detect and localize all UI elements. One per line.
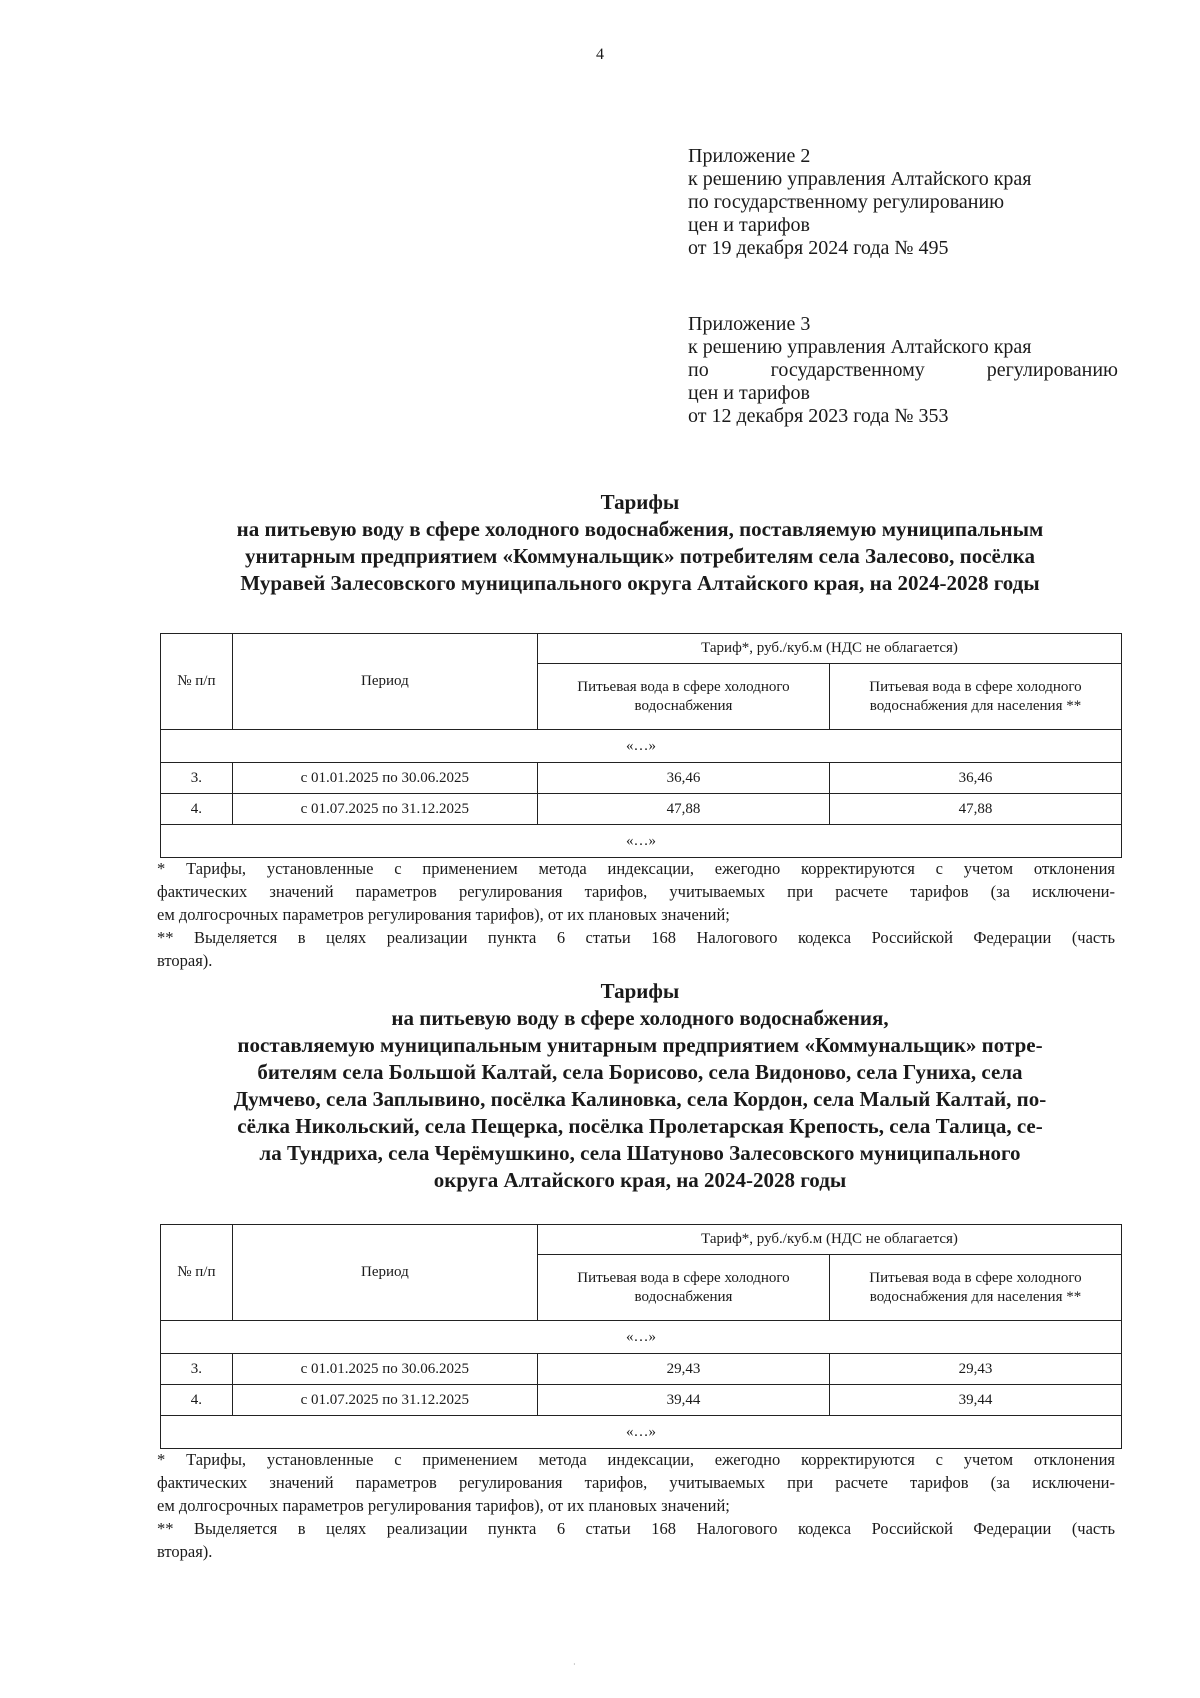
header-num: № п/п bbox=[161, 634, 233, 730]
scan-mark: · bbox=[573, 1660, 576, 1669]
cell-tariff-a: 47,88 bbox=[538, 794, 830, 825]
section-2-title bbox=[150, 978, 1130, 1194]
footnote-line: вторая). bbox=[157, 1542, 213, 1561]
appendix-word: государственному bbox=[770, 359, 925, 381]
cell-tariff-b: 36,46 bbox=[829, 763, 1121, 794]
title-line: бителям села Большой Калтай, села Борисово, села Видоново, села Гуниха, села bbox=[257, 1060, 1023, 1084]
header-tariff: Тариф*, руб./куб.м (НДС не облагается) bbox=[538, 634, 1122, 664]
cell-tariff-b: 29,43 bbox=[829, 1354, 1121, 1385]
footnote-line: * Тарифы, установленные с применением метода индексации, ежегодно корректируются с учетом отклонения bbox=[157, 859, 1115, 878]
page-number: 4 bbox=[596, 46, 604, 63]
section-1-title bbox=[150, 489, 1130, 597]
ellipsis-row: «…» bbox=[161, 825, 1122, 858]
appendix-line: по государственному регулированию bbox=[688, 191, 1005, 213]
footnote-line: ** Выделяется в целях реализации пункта 6 статьи 168 Налогового кодекса Российской Федерации (часть bbox=[157, 928, 1115, 947]
title-line: унитарным предприятием «Коммунальщик» потребителям села Залесово, посёлка bbox=[245, 544, 1035, 568]
cell-tariff-a: 36,46 bbox=[538, 763, 830, 794]
appendix-line: цен и тарифов bbox=[688, 214, 810, 236]
footnote-line: ** Выделяется в целях реализации пункта 6 статьи 168 Налогового кодекса Российской Федерации (часть bbox=[157, 1519, 1115, 1538]
appendix-line: Приложение 2 bbox=[688, 145, 811, 167]
header-num: № п/п bbox=[161, 1225, 233, 1321]
cell-num: 4. bbox=[161, 1385, 233, 1416]
table-row bbox=[161, 1354, 1122, 1385]
appendix-word: регулированию bbox=[986, 359, 1118, 381]
tariff-table-1 bbox=[160, 633, 1122, 858]
appendix-line: от 19 декабря 2024 года № 495 bbox=[688, 237, 949, 259]
table-row bbox=[161, 794, 1122, 825]
cell-num: 4. bbox=[161, 794, 233, 825]
title-line: Думчево, села Заплывино, посёлка Калиновка, села Кордон, села Малый Калтай, по- bbox=[233, 1087, 1047, 1111]
footnote-line: фактических значений параметров регулирования тарифов, учитываемых при расчете тарифов (за исключени- bbox=[157, 882, 1115, 901]
table-row bbox=[161, 1385, 1122, 1416]
tariff-table-2 bbox=[160, 1224, 1122, 1449]
appendix-line-justified bbox=[688, 359, 1118, 382]
header-drinking-water: Питьевая вода в сфере холодного водоснабжения bbox=[538, 1255, 830, 1321]
header-period: Период bbox=[232, 1225, 537, 1321]
appendix-line: от 12 декабря 2023 года № 353 bbox=[688, 405, 949, 427]
cell-tariff-b: 47,88 bbox=[829, 794, 1121, 825]
footnote-line: ем долгосрочных параметров регулирования тарифов), от их плановых значений; bbox=[157, 905, 730, 924]
cell-tariff-a: 29,43 bbox=[538, 1354, 830, 1385]
title-line: поставляемую муниципальным унитарным предприятием «Коммунальщик» потре- bbox=[237, 1033, 1043, 1057]
cell-period: с 01.07.2025 по 31.12.2025 bbox=[232, 794, 537, 825]
cell-num: 3. bbox=[161, 1354, 233, 1385]
ellipsis-row: «…» bbox=[161, 730, 1122, 763]
appendix-line: Приложение 3 bbox=[688, 313, 811, 335]
appendix-3-header bbox=[688, 313, 1118, 428]
footnote-line: ем долгосрочных параметров регулирования тарифов), от их плановых значений; bbox=[157, 1496, 730, 1515]
ellipsis-row: «…» bbox=[161, 1321, 1122, 1354]
header-drinking-water-population: Питьевая вода в сфере холодного водоснабжения для населения ** bbox=[829, 664, 1121, 730]
appendix-line: цен и тарифов bbox=[688, 382, 810, 404]
cell-period: с 01.01.2025 по 30.06.2025 bbox=[232, 1354, 537, 1385]
header-tariff: Тариф*, руб./куб.м (НДС не облагается) bbox=[538, 1225, 1122, 1255]
cell-tariff-b: 39,44 bbox=[829, 1385, 1121, 1416]
footnotes-1 bbox=[157, 857, 1115, 972]
footnote-line: фактических значений параметров регулирования тарифов, учитываемых при расчете тарифов (за исключени- bbox=[157, 1473, 1115, 1492]
title-line: Муравей Залесовского муниципального округа Алтайского края, на 2024-2028 годы bbox=[240, 571, 1040, 595]
footnotes-2 bbox=[157, 1448, 1115, 1563]
cell-period: с 01.01.2025 по 30.06.2025 bbox=[232, 763, 537, 794]
title-line: Тарифы bbox=[600, 490, 680, 514]
cell-num: 3. bbox=[161, 763, 233, 794]
cell-tariff-a: 39,44 bbox=[538, 1385, 830, 1416]
cell-period: с 01.07.2025 по 31.12.2025 bbox=[232, 1385, 537, 1416]
header-period: Период bbox=[232, 634, 537, 730]
appendix-line: к решению управления Алтайского края bbox=[688, 336, 1032, 358]
title-line: ла Тундриха, села Черёмушкино, села Шатуново Залесовского муниципального bbox=[259, 1141, 1021, 1165]
header-drinking-water: Питьевая вода в сфере холодного водоснабжения bbox=[538, 664, 830, 730]
header-drinking-water-population: Питьевая вода в сфере холодного водоснабжения для населения ** bbox=[829, 1255, 1121, 1321]
title-line: сёлка Никольский, села Пещерка, посёлка Пролетарская Крепость, села Талица, се- bbox=[237, 1114, 1043, 1138]
title-line: Тарифы bbox=[600, 979, 680, 1003]
title-line: округа Алтайского края, на 2024-2028 годы bbox=[433, 1168, 847, 1192]
ellipsis-row: «…» bbox=[161, 1416, 1122, 1449]
footnote-line: вторая). bbox=[157, 951, 213, 970]
appendix-word: по bbox=[688, 359, 709, 381]
title-line: на питьевую воду в сфере холодного водоснабжения, поставляемую муниципальным bbox=[236, 517, 1044, 541]
table-row bbox=[161, 763, 1122, 794]
footnote-line: * Тарифы, установленные с применением метода индексации, ежегодно корректируются с учетом отклонения bbox=[157, 1450, 1115, 1469]
title-line: на питьевую воду в сфере холодного водоснабжения, bbox=[391, 1006, 889, 1030]
appendix-2-header bbox=[688, 145, 1118, 260]
appendix-line: к решению управления Алтайского края bbox=[688, 168, 1032, 190]
